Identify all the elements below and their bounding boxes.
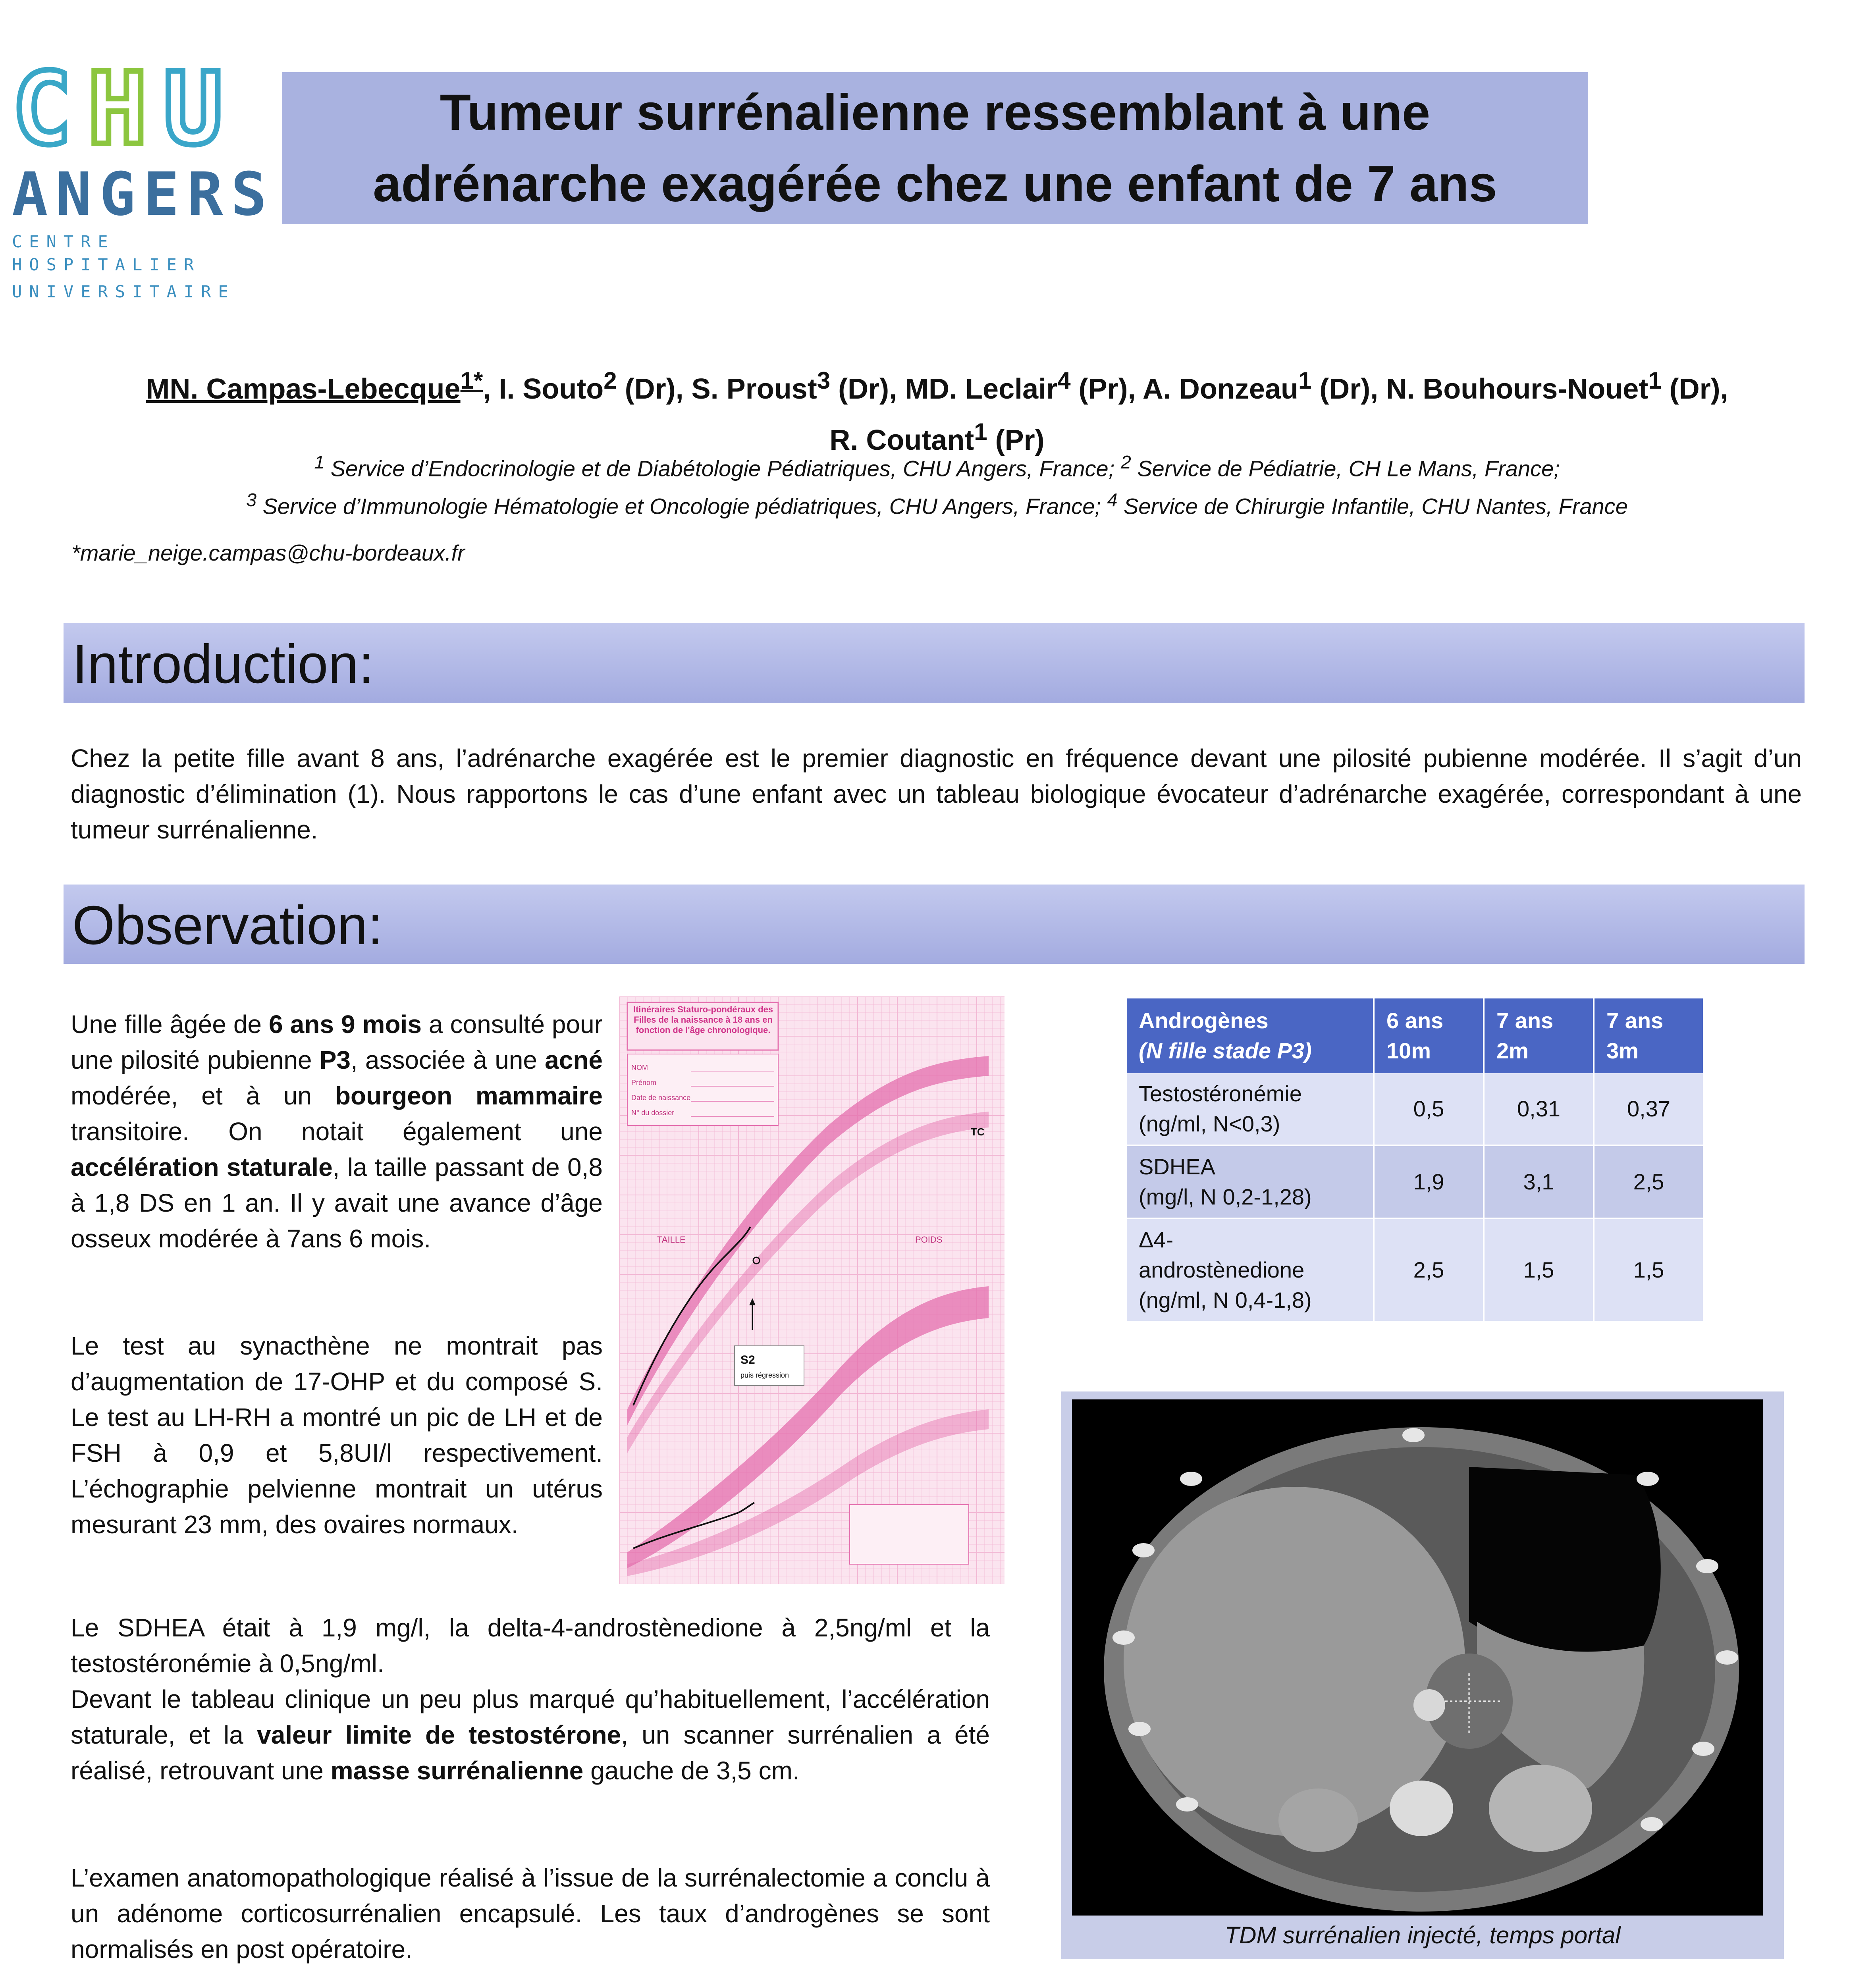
- ct-scan-image: [1072, 1399, 1763, 1916]
- poster-title: [339, 77, 1531, 220]
- text-run: Devant le tableau clinique un peu plus marqué qu’habituellement, l’accélération staturale, et la: [71, 1685, 990, 1749]
- header-sublabel: 3m: [1606, 1038, 1639, 1063]
- table-header-col-1: [1374, 998, 1484, 1073]
- author-sup: 1: [1298, 367, 1312, 394]
- text-run: Une fille âgée de: [71, 1010, 269, 1039]
- observation-paragraph-1: [71, 1006, 603, 1257]
- last-author-sup: 1: [974, 418, 987, 445]
- affiliation-sup: 4: [1107, 489, 1118, 510]
- table-cell: 1,5: [1484, 1218, 1594, 1322]
- author-name: , A. Donzeau: [1128, 373, 1298, 405]
- last-author-title: (Pr): [987, 424, 1045, 456]
- form-label: NOM: [631, 1064, 648, 1072]
- logo-letter-u: U: [163, 51, 239, 167]
- ct-rib: [1128, 1722, 1151, 1736]
- author-sup: 4: [1057, 367, 1071, 394]
- table-row: [1127, 1218, 1704, 1322]
- row-label-line: (ng/ml, N<0,3): [1139, 1111, 1280, 1136]
- contact-email: *marie_neige.campas@chu-bordeaux.fr: [71, 540, 465, 565]
- bold-text: bourgeon mammaire: [335, 1081, 603, 1110]
- observation-banner: [64, 885, 1805, 964]
- introduction-text: Chez la petite fille avant 8 ans, l’adrénarche exagérée est le premier diagnostic en fréquence devant une pilosité pubienne modérée. Il s’agit d’un diagnostic d’élimination (1). Nous rapportons le cas d’une enfant avec un tableau biologique évocateur d’adrénarche exagérée, correspondant à une tumeur surrénalienne.: [71, 744, 1802, 844]
- table-row: [1127, 1145, 1704, 1218]
- annotation-subtext: puis régression: [740, 1371, 789, 1379]
- first-author-sup: 1*: [460, 367, 483, 394]
- text-run: , la taille passant de 0,8 à 1,8 DS en 1 an. Il y avait une avance d’âge osseux modérée à 7ans 6 mois.: [71, 1153, 603, 1253]
- table-row: [1127, 1073, 1704, 1145]
- row-label: [1127, 1145, 1374, 1218]
- other-authors: [483, 367, 1728, 405]
- ct-rib: [1696, 1559, 1718, 1573]
- observation-heading: Observation:: [72, 895, 383, 956]
- table-header-col-2: [1484, 998, 1594, 1073]
- introduction-heading: Introduction:: [72, 634, 374, 695]
- header-label: 6 ans: [1386, 1008, 1444, 1033]
- text-run: a consulté pour une pilosité pubienne: [71, 1010, 603, 1074]
- bold-text: valeur limite de testostérone: [257, 1721, 621, 1749]
- androgen-table: [1127, 998, 1704, 1322]
- author-title: (Dr): [1311, 373, 1371, 405]
- form-label: Date de naissance: [631, 1094, 691, 1102]
- affiliations-line-2: [67, 484, 1807, 522]
- author-name: , MD. Leclair: [889, 373, 1058, 405]
- form-label: N° du dossier: [631, 1109, 675, 1117]
- text-run: , un scanner surrénalien a été réalisé, retrouvant une: [71, 1721, 990, 1785]
- ct-aorta: [1413, 1689, 1445, 1721]
- author-sup: 1: [1648, 367, 1662, 394]
- ct-rib: [1180, 1472, 1202, 1486]
- text-run: , associée à une: [350, 1046, 545, 1074]
- bold-text: P3: [319, 1046, 351, 1074]
- author-name: , S. Proust: [675, 373, 817, 405]
- author-title: (Dr),: [1661, 373, 1728, 405]
- row-label-line: (ng/ml, N 0,4-1,8): [1139, 1287, 1312, 1312]
- affiliation-text: Service de Chirurgie Infantile, CHU Nantes, France: [1117, 493, 1628, 519]
- title-line-1: Tumeur surrénalienne ressemblant à une: [440, 84, 1431, 141]
- first-author: MN. Campas-Lebecque: [146, 373, 461, 405]
- row-label: [1127, 1218, 1374, 1322]
- row-label-line: SDHEA: [1139, 1154, 1215, 1179]
- table-cell: 1,9: [1374, 1145, 1484, 1218]
- table-cell: 2,5: [1594, 1145, 1704, 1218]
- affiliations-line-1: [67, 447, 1807, 484]
- authors-line-1: [67, 359, 1807, 410]
- growth-chart-header-fo: [630, 1004, 777, 1048]
- logo-letters: [12, 51, 270, 167]
- growth-chart-side-mark: TC: [971, 1126, 985, 1138]
- ct-right-kidney: [1278, 1788, 1358, 1852]
- row-label-line: Δ4-: [1139, 1227, 1174, 1252]
- table-header-androgens: [1127, 998, 1374, 1073]
- row-label-line: (mg/l, N 0,2-1,28): [1139, 1184, 1312, 1209]
- affiliations: [67, 447, 1807, 522]
- observation-paragraph-3: [71, 1610, 990, 1788]
- bold-text: 6 ans 9 mois: [269, 1010, 422, 1039]
- header-label: 7 ans: [1496, 1008, 1554, 1033]
- title-banner: [282, 72, 1588, 224]
- ct-rib: [1637, 1472, 1659, 1486]
- author-sup: 3: [817, 367, 831, 394]
- bold-text: acné: [545, 1046, 603, 1074]
- header-sublabel: (N fille stade P3): [1139, 1038, 1312, 1063]
- observation-paragraph-4: L’examen anatomopathologique réalisé à l’issue de la surrénalectomie a conclu à un adénome corticosurrénalien encapsulé. Les taux d’androgènes se sont normalisés en post opératoire.: [71, 1864, 990, 1964]
- header-label: Androgènes: [1139, 1008, 1269, 1033]
- ct-stomach-air: [1469, 1467, 1661, 1652]
- affiliation-sup: 2: [1120, 452, 1131, 472]
- growth-chart-poids-label: POIDS: [915, 1235, 943, 1245]
- author-name: , N. Bouhours-Nouet: [1370, 373, 1648, 405]
- ct-rib: [1716, 1650, 1738, 1665]
- header-sublabel: 10m: [1386, 1038, 1431, 1063]
- ct-rib: [1176, 1797, 1198, 1812]
- logo-subtitle-2: UNIVERSITAIRE: [12, 282, 235, 301]
- header-label: 7 ans: [1606, 1008, 1664, 1033]
- text-run: modérée, et à un: [71, 1081, 335, 1110]
- text-run: gauche de 3,5 cm.: [583, 1756, 800, 1785]
- chu-angers-logo: [12, 51, 275, 301]
- growth-chart-header: Itinéraires Staturo-pondéraux des Filles de la naissance à 18 ans en fonction de l'âge chronologique.: [633, 1004, 773, 1035]
- text-run: Le SDHEA était à 1,9 mg/l, la delta-4-androstènedione à 2,5ng/ml et la testostéronémie à 0,5ng/ml.: [71, 1613, 990, 1678]
- row-label-line: Testostéronémie: [1139, 1081, 1302, 1106]
- affiliation-sup: 1: [314, 452, 325, 472]
- table-cell: 0,31: [1484, 1073, 1594, 1145]
- ct-rib: [1641, 1817, 1663, 1831]
- ct-caption: TDM surrénalien injecté, temps portal: [1224, 1922, 1621, 1948]
- row-label: [1127, 1073, 1374, 1145]
- affiliation-sup: 3: [246, 489, 257, 510]
- affiliation-text: Service de Pédiatrie, CH Le Mans, France;: [1131, 456, 1560, 481]
- ct-vertebra: [1390, 1781, 1453, 1836]
- growth-chart-image: [619, 996, 1005, 1584]
- ct-rib: [1692, 1742, 1714, 1756]
- growth-chart-taille-label: TAILLE: [657, 1235, 686, 1245]
- ct-left-kidney: [1489, 1765, 1592, 1852]
- last-author: R. Coutant: [829, 424, 974, 456]
- affiliation-text: Service d’Endocrinologie et de Diabétologie Pédiatriques, CHU Angers, France;: [324, 456, 1121, 481]
- observation-paragraph-2: Le test au synacthène ne montrait pas d’augmentation de 17-OHP et du composé S. Le test au LH-RH a montré un pic de LH et de FSH à 0,9 et 5,8UI/l respectivement. L’échographie pelvienne montrait un utérus mesurant 23 mm, des ovaires normaux.: [71, 1332, 603, 1539]
- bold-text: masse surrénalienne: [330, 1756, 584, 1785]
- logo-subtitle-1: CENTRE HOSPITALIER: [12, 232, 201, 274]
- row-label-line: androstènedione: [1139, 1257, 1305, 1282]
- author-title: (Dr): [617, 373, 676, 405]
- author-title: (Pr): [1070, 373, 1128, 405]
- title-line-2: adrénarche exagérée chez une enfant de 7 ans: [373, 155, 1497, 212]
- ct-rib: [1132, 1543, 1155, 1557]
- annotation-text: S2: [740, 1353, 755, 1366]
- table-cell: 1,5: [1594, 1218, 1704, 1322]
- growth-chart-footer-box: [850, 1505, 969, 1564]
- introduction-banner: [64, 623, 1805, 703]
- table-cell: 2,5: [1374, 1218, 1484, 1322]
- table-cell: 3,1: [1484, 1145, 1594, 1218]
- author-sup: 2: [603, 367, 617, 394]
- author-name: , I. Souto: [483, 373, 604, 405]
- table-header-col-3: [1594, 998, 1704, 1073]
- table-header-row: [1127, 998, 1704, 1073]
- ct-rib: [1402, 1428, 1425, 1442]
- header-sublabel: 2m: [1496, 1038, 1529, 1063]
- logo-letter-h: H: [87, 51, 164, 167]
- text-run: transitoire. On notait également une: [71, 1117, 603, 1146]
- table-cell: 0,37: [1594, 1073, 1704, 1145]
- bold-text: accélération staturale: [71, 1153, 333, 1181]
- ct-rib: [1112, 1630, 1135, 1645]
- logo-letter-c: C: [12, 51, 88, 167]
- author-title: (Dr): [830, 373, 889, 405]
- form-label: Prénom: [631, 1079, 657, 1087]
- affiliation-text: Service d’Immunologie Hématologie et Oncologie pédiatriques, CHU Angers, France;: [256, 493, 1107, 519]
- table-cell: 0,5: [1374, 1073, 1484, 1145]
- logo-city: ANGERS: [12, 160, 275, 229]
